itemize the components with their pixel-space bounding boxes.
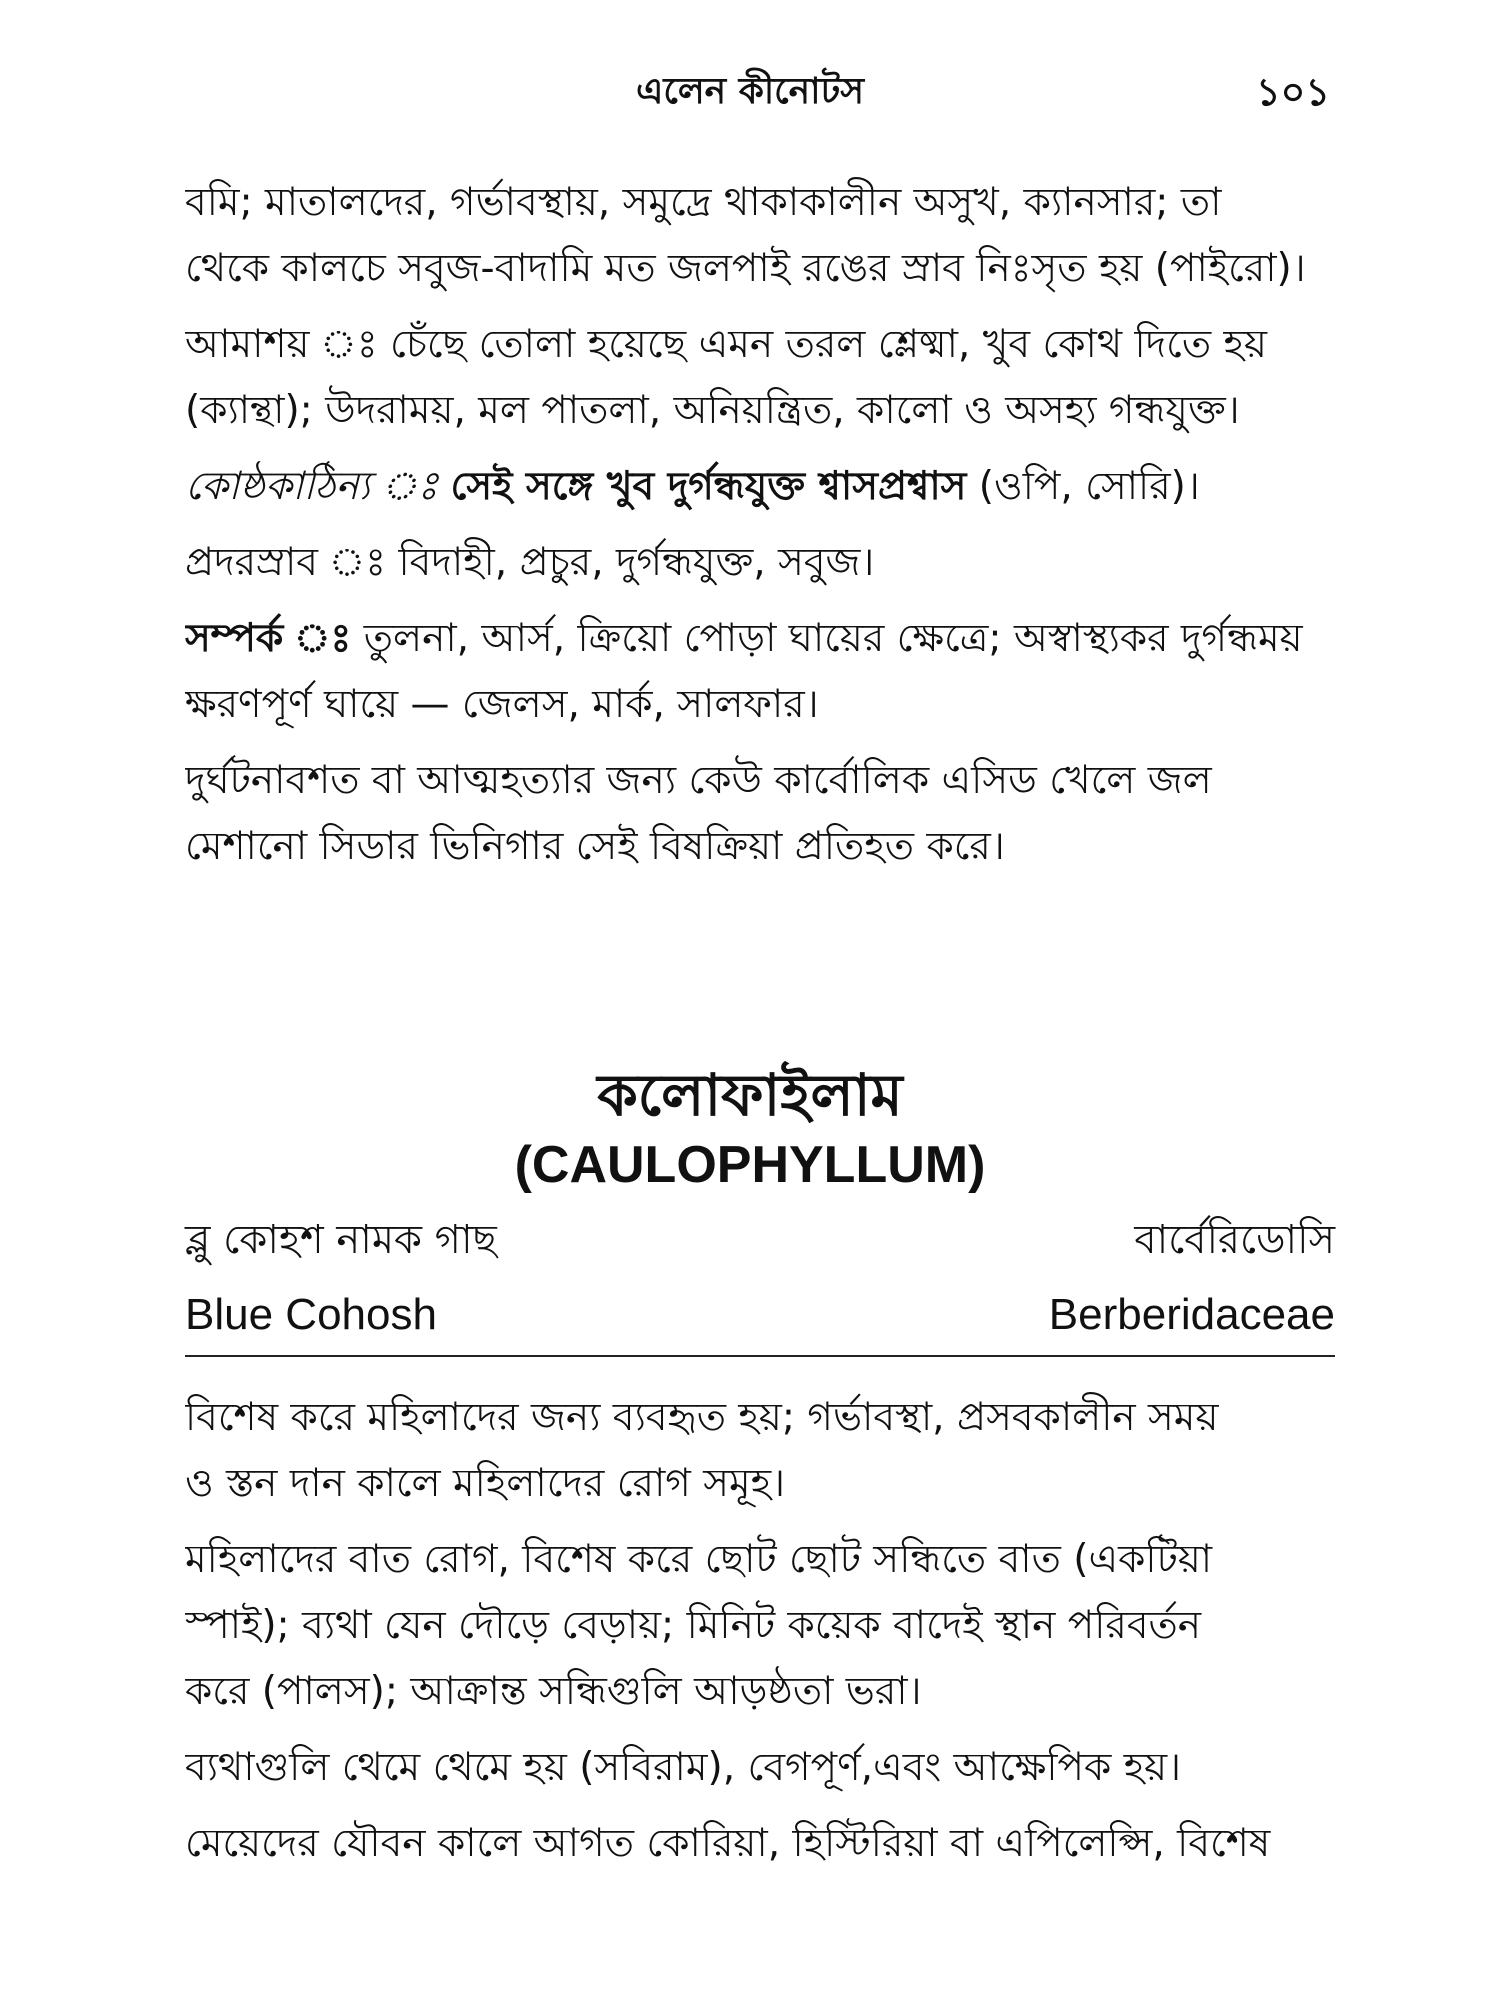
text-line: করে (পালস); আক্রান্ত সন্ধিগুলি আড়ষ্ঠতা ভরা। <box>185 1669 922 1714</box>
text-line: মেশানো সিডার ভিনিগার সেই বিষক্রিয়া প্রতিহত করে। <box>185 824 1005 869</box>
text-line: বমি; মাতালদের, গর্ভাবস্থায়, সমুদ্রে থাকাকালীন অসুখ, ক্যানসার; তা <box>185 180 1222 225</box>
paragraph <box>185 454 1335 520</box>
common-name-english: Blue Cohosh <box>185 1290 437 1339</box>
text-line: দুর্ঘটনাবশত বা আত্মহত্যার জন্য কেউ কার্বোলিক এসিড খেলে জল <box>185 758 1212 803</box>
family-name-bengali: বার্বেরিডোসি <box>1134 1217 1335 1263</box>
text-line: থেকে কালচে সবুজ-বাদামি মত জলপাই রঙের স্রাব নিঃসৃত হয় (পাইরো)। <box>185 246 1306 291</box>
common-name-bengali: ব্লু কোহশ নামক গাছ <box>185 1217 497 1263</box>
family-name-english: Berberidaceae <box>1048 1290 1335 1339</box>
paragraph <box>185 1385 1335 1517</box>
remedy-title-bengali: কলোফাইলাম <box>597 1061 903 1129</box>
paragraph <box>185 748 1335 880</box>
text-line: (ক্যান্থা); উদরাময়, মল পাতলা, অনিয়ন্ত্রিত, কালো ও অসহ্য গন্ধযুক্ত। <box>185 388 1240 433</box>
remedy-refs: (ওপি, সোরি)। <box>966 464 1200 509</box>
paragraph <box>185 530 1335 596</box>
remedy-title-latin: (CAULOPHYLLUM) <box>514 1136 986 1194</box>
paragraph <box>185 1527 1335 1725</box>
text-line: ও স্তন দান কালে মহিলাদের রোগ সমূহ। <box>185 1461 786 1506</box>
remedy-body-text <box>185 1385 1335 1887</box>
text-line <box>185 606 1335 672</box>
bold-phrase: সেই সঙ্গে খুব দুর্গন্ধযুক্ত শ্বাসপ্রশ্বাস <box>450 464 967 509</box>
paragraph <box>185 312 1335 444</box>
paragraph <box>185 1811 1335 1877</box>
paragraph <box>185 170 1335 302</box>
paragraph <box>185 1735 1335 1801</box>
running-title: এলেন কীনোটস <box>636 71 864 112</box>
text-line: স্পাই); ব্যথা যেন দৌড়ে বেড়ায়; মিনিট কয়েক বাদেই স্থান পরিবর্তন <box>185 1603 1202 1648</box>
divider-rule <box>185 1355 1335 1357</box>
running-header <box>0 62 1500 122</box>
text-line: ক্ষরণপূর্ণ ঘায়ে — জেলস, মার্ক, সালফার। <box>185 682 819 727</box>
remedy-names-table <box>185 1205 1335 1365</box>
relationship-label: সম্পর্ক ঃ <box>185 616 352 661</box>
top-section-text <box>185 170 1335 890</box>
constipation-label: কোষ্ঠকাঠিন্য ঃ <box>185 464 439 509</box>
text-line: মহিলাদের বাত রোগ, বিশেষ করে ছোট ছোট সন্ধিতে বাত (একটিয়া <box>185 1537 1213 1582</box>
text-line: ব্যথাগুলি থেমে থেমে হয় (সবিরাম), বেগপূর্ণ,এবং আক্ষেপিক হয়। <box>185 1745 1182 1790</box>
relationship-text: তুলনা, আর্স, ক্রিয়ো পোড়া ঘায়ের ক্ষেত্রে; অস্বাস্থ্যকর দুর্গন্ধময় <box>351 616 1303 661</box>
text-line: আমাশয় ঃ চেঁছে তোলা হয়েছে এমন তরল শ্লেষ্মা, খুব কোথ দিতে হয় <box>185 322 1267 367</box>
page-number: ১০১ <box>1255 70 1330 114</box>
text-line <box>185 454 1335 520</box>
paragraph <box>185 606 1335 738</box>
text-line: মেয়েদের যৌবন কালে আগত কোরিয়া, হিস্টিরিয়া বা এপিলেপ্সি, বিশেষ <box>185 1821 1271 1866</box>
text-line: বিশেষ করে মহিলাদের জন্য ব্যবহৃত হয়; গর্ভাবস্থা, প্রসবকালীন সময় <box>185 1395 1219 1440</box>
text-line: প্রদরস্রাব ঃ বিদাহী, প্রচুর, দুর্গন্ধযুক্ত, সবুজ। <box>185 540 875 585</box>
